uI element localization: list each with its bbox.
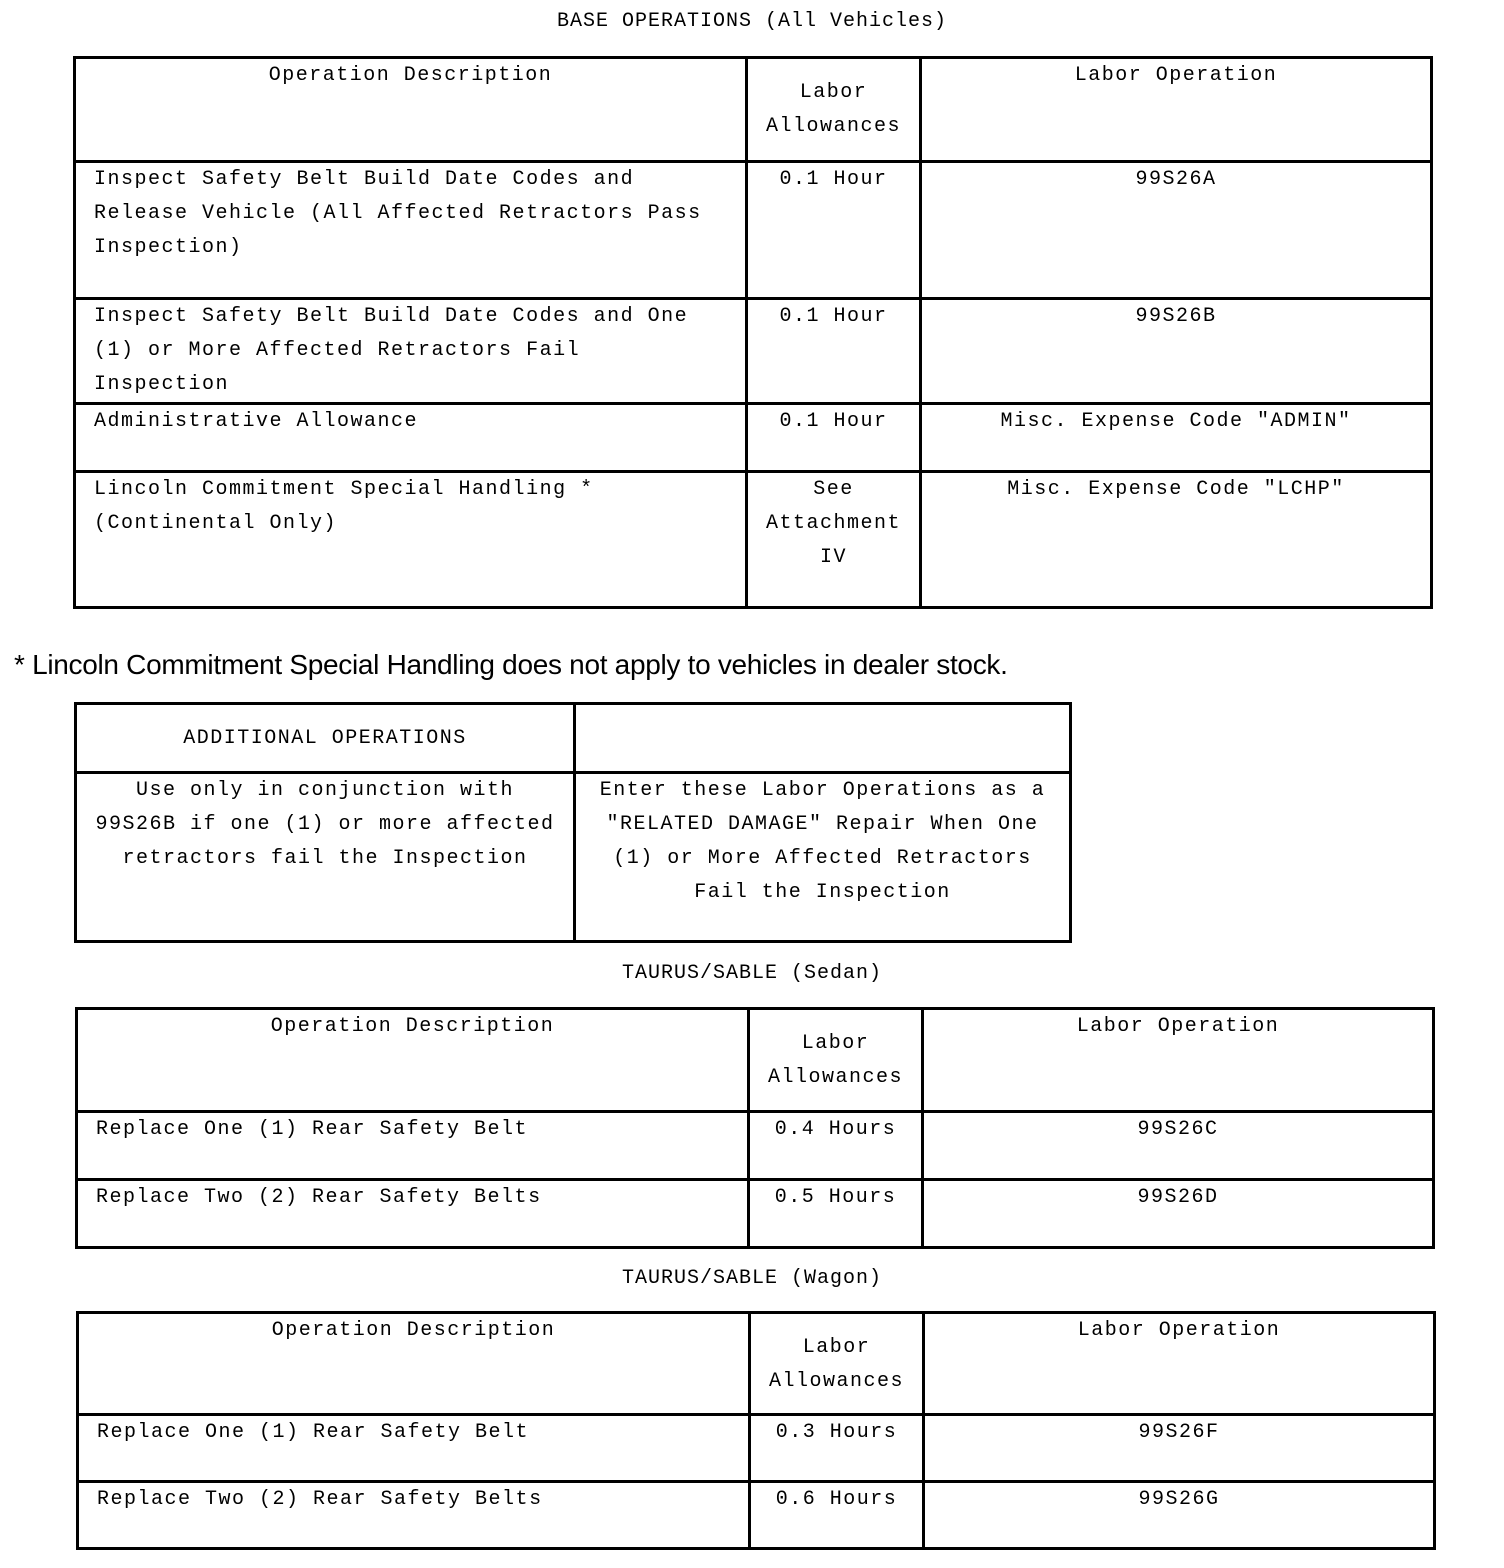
wagon-title: TAURUS/SABLE (Wagon) xyxy=(621,1267,883,1290)
table-header-row xyxy=(76,704,1071,773)
row-operation: Misc. Expense Code "ADMIN" xyxy=(921,404,1432,472)
table-row xyxy=(78,1482,1435,1549)
sedan-table xyxy=(75,1007,1435,1249)
row-allowance: 0.3 Hours xyxy=(750,1415,924,1482)
row-description: Lincoln Commitment Special Handling * (Continental Only) xyxy=(75,472,747,608)
base-operations-table xyxy=(73,56,1433,609)
table-row xyxy=(75,404,1432,472)
table-row xyxy=(75,299,1432,404)
row-description: Inspect Safety Belt Build Date Codes and Release Vehicle (All Affected Retractors Pass Inspection) xyxy=(75,162,747,299)
additional-operations-table xyxy=(74,702,1072,943)
table-row xyxy=(75,472,1432,608)
header-labor-allowances: Labor Allowances xyxy=(750,1313,924,1415)
row-description: Inspect Safety Belt Build Date Codes and One (1) or More Affected Retractors Fail Inspection xyxy=(75,299,747,404)
header-labor-allowances: Labor Allowances xyxy=(749,1009,923,1112)
row-operation: 99S26C xyxy=(923,1112,1434,1180)
header-labor-operation: Labor Operation xyxy=(924,1313,1435,1415)
row-description: Replace Two (2) Rear Safety Belts xyxy=(78,1482,750,1549)
row-operation: 99S26F xyxy=(924,1415,1435,1482)
row-allowance: 0.1 Hour xyxy=(747,404,921,472)
row-operation: Misc. Expense Code "LCHP" xyxy=(921,472,1432,608)
row-operation: 99S26A xyxy=(921,162,1432,299)
row-allowance: 0.1 Hour xyxy=(747,162,921,299)
additional-usage-note: Use only in conjunction with 99S26B if one (1) or more affected retractors fail the Inspection xyxy=(76,773,575,942)
header-additional-operations: ADDITIONAL OPERATIONS xyxy=(76,704,575,773)
header-operation-description: Operation Description xyxy=(78,1313,750,1415)
row-operation: 99S26B xyxy=(921,299,1432,404)
row-description: Replace One (1) Rear Safety Belt xyxy=(77,1112,749,1180)
table-row xyxy=(76,773,1071,942)
row-allowance: 0.6 Hours xyxy=(750,1482,924,1549)
table-row xyxy=(77,1180,1434,1248)
header-labor-allowances: Labor Allowances xyxy=(747,58,921,162)
row-description: Replace Two (2) Rear Safety Belts xyxy=(77,1180,749,1248)
sedan-title: TAURUS/SABLE (Sedan) xyxy=(621,962,883,985)
base-operations-title: BASE OPERATIONS (All Vehicles) xyxy=(556,10,948,33)
header-operation-description: Operation Description xyxy=(77,1009,749,1112)
table-header-row xyxy=(77,1009,1434,1112)
header-operation-description: Operation Description xyxy=(75,58,747,162)
row-description: Administrative Allowance xyxy=(75,404,747,472)
table-header-row xyxy=(78,1313,1435,1415)
table-row xyxy=(75,162,1432,299)
row-description: Replace One (1) Rear Safety Belt xyxy=(78,1415,750,1482)
table-header-row xyxy=(75,58,1432,162)
table-row xyxy=(77,1112,1434,1180)
row-allowance: See Attachment IV xyxy=(747,472,921,608)
header-labor-operation: Labor Operation xyxy=(923,1009,1434,1112)
row-operation: 99S26D xyxy=(923,1180,1434,1248)
row-allowance: 0.5 Hours xyxy=(749,1180,923,1248)
table-row xyxy=(78,1415,1435,1482)
row-allowance: 0.4 Hours xyxy=(749,1112,923,1180)
header-blank xyxy=(575,704,1071,773)
additional-entry-instruction: Enter these Labor Operations as a "RELATED DAMAGE" Repair When One (1) or More Affected Retractors Fail the Inspection xyxy=(575,773,1071,942)
footnote: * Lincoln Commitment Special Handling does not apply to vehicles in dealer stock. xyxy=(14,649,1008,680)
wagon-table xyxy=(76,1311,1436,1550)
row-allowance: 0.1 Hour xyxy=(747,299,921,404)
row-operation: 99S26G xyxy=(924,1482,1435,1549)
header-labor-operation: Labor Operation xyxy=(921,58,1432,162)
